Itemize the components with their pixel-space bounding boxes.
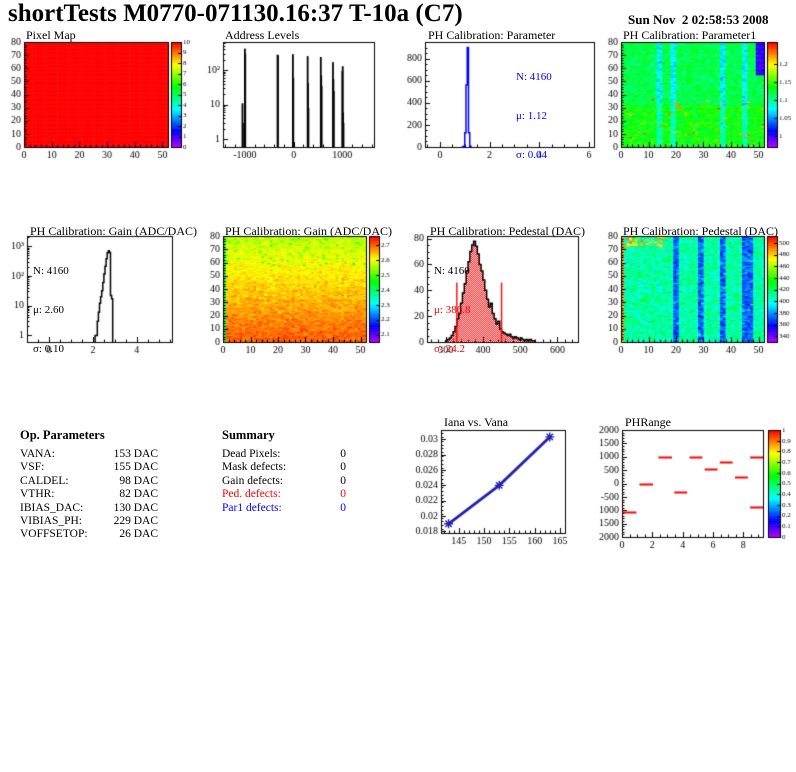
param-row — [20, 502, 158, 515]
pixel-map-canvas — [0, 28, 199, 162]
address-levels-canvas — [199, 28, 398, 162]
op-parameters-block — [20, 428, 158, 542]
plot-ph-parameter — [398, 28, 597, 162]
param-row — [20, 528, 158, 541]
plot-title: Iana vs. Vana — [444, 415, 509, 429]
param-label: VANA: — [20, 448, 55, 460]
plot-title: Pixel Map — [26, 28, 76, 42]
summary-row — [222, 475, 346, 488]
param-row — [20, 475, 158, 488]
summary-value: 0 — [340, 474, 346, 487]
param-label: VSF: — [20, 461, 45, 474]
stats-sigma: σ: 24.2 — [434, 343, 465, 355]
stats-sigma: σ: 0.04 — [516, 149, 547, 161]
stats-sigma: σ: 0.10 — [33, 343, 64, 355]
summary-label: Par1 defects: — [222, 501, 282, 514]
pedestal-map-canvas — [597, 221, 796, 360]
param-label: CALDEL: — [20, 474, 69, 487]
param-value: 130 DAC — [113, 501, 158, 514]
plot-title: PH Calibration: Parameter1 — [623, 28, 757, 42]
stats-mu: μ: 1.12 — [516, 110, 547, 122]
plot-pedestal-map — [597, 221, 796, 360]
stats-n: N: 4160 — [434, 265, 470, 277]
plot-gain-map — [199, 221, 398, 360]
param-value: 153 DAC — [113, 448, 158, 460]
summary-value: 0 — [340, 448, 346, 460]
plot-iana-vs-vana — [398, 408, 597, 550]
summary-value: 0 — [340, 461, 346, 474]
gain-hist-canvas — [0, 221, 199, 360]
plot-title: PH Calibration: Pedestal (DAC) — [430, 224, 585, 238]
plot-ph-parameter1-map — [597, 28, 796, 162]
param-value: 26 DAC — [119, 528, 158, 541]
param-value: 98 DAC — [119, 474, 158, 487]
param-value: 155 DAC — [113, 461, 158, 474]
stats-box — [33, 239, 69, 382]
page-title: shortTests M0770-071130.16:37 T-10a (C7) — [8, 0, 463, 27]
summary-label: Mask defects: — [222, 461, 287, 474]
summary-label: Gain defects: — [222, 474, 283, 487]
gain-map-canvas — [199, 221, 398, 360]
summary-row — [222, 502, 346, 515]
plot-title: PH Calibration: Parameter — [428, 28, 556, 42]
param-row — [20, 448, 158, 461]
param-label: VIBIAS_PH: — [20, 514, 82, 527]
param-row — [20, 488, 158, 501]
param-row — [20, 515, 158, 528]
plot-address-levels — [199, 28, 398, 162]
plot-title: PHRange — [625, 415, 671, 429]
summary-title: Summary — [222, 428, 275, 442]
summary-row — [222, 448, 346, 461]
plot-title: PH Calibration: Gain (ADC/DAC) — [30, 224, 197, 238]
summary-value: 0 — [340, 501, 346, 514]
stats-box — [434, 239, 470, 382]
summary-label: Ped. defects: — [222, 488, 281, 501]
stats-mu: μ: 2.60 — [33, 304, 64, 316]
pedestal-hist-canvas — [398, 221, 597, 360]
summary-row — [222, 488, 346, 501]
plot-title: PH Calibration: Pedestal (DAC) — [623, 224, 778, 238]
plot-title: Address Levels — [225, 28, 300, 42]
plot-gain-hist — [0, 221, 199, 360]
plot-title: PH Calibration: Gain (ADC/DAC) — [225, 224, 392, 238]
stats-box — [516, 45, 552, 188]
plot-pixel-map — [0, 28, 199, 162]
summary-value: 0 — [340, 488, 346, 501]
timestamp: Sun Nov 2 02:58:53 2008 — [628, 12, 769, 27]
param-label: VOFFSETOP: — [20, 528, 88, 541]
stats-n: N: 4160 — [33, 265, 69, 277]
stats-n: N: 4160 — [516, 71, 552, 83]
ph-parameter-canvas — [398, 28, 597, 162]
param-label: VTHR: — [20, 488, 55, 501]
param-value: 82 DAC — [119, 488, 158, 501]
plot-phrange — [597, 408, 796, 550]
param-row — [20, 461, 158, 474]
summary-label: Dead Pixels: — [222, 448, 281, 460]
param-label: IBIAS_DAC: — [20, 501, 84, 514]
ph-parameter1-map-canvas — [597, 28, 796, 162]
op-parameters-title: Op. Parameters — [20, 428, 105, 442]
stats-mu: μ: 386.8 — [434, 304, 471, 316]
summary-block — [222, 428, 346, 515]
param-value: 229 DAC — [113, 514, 158, 527]
plot-pedestal-hist — [398, 221, 597, 360]
summary-row — [222, 461, 346, 474]
